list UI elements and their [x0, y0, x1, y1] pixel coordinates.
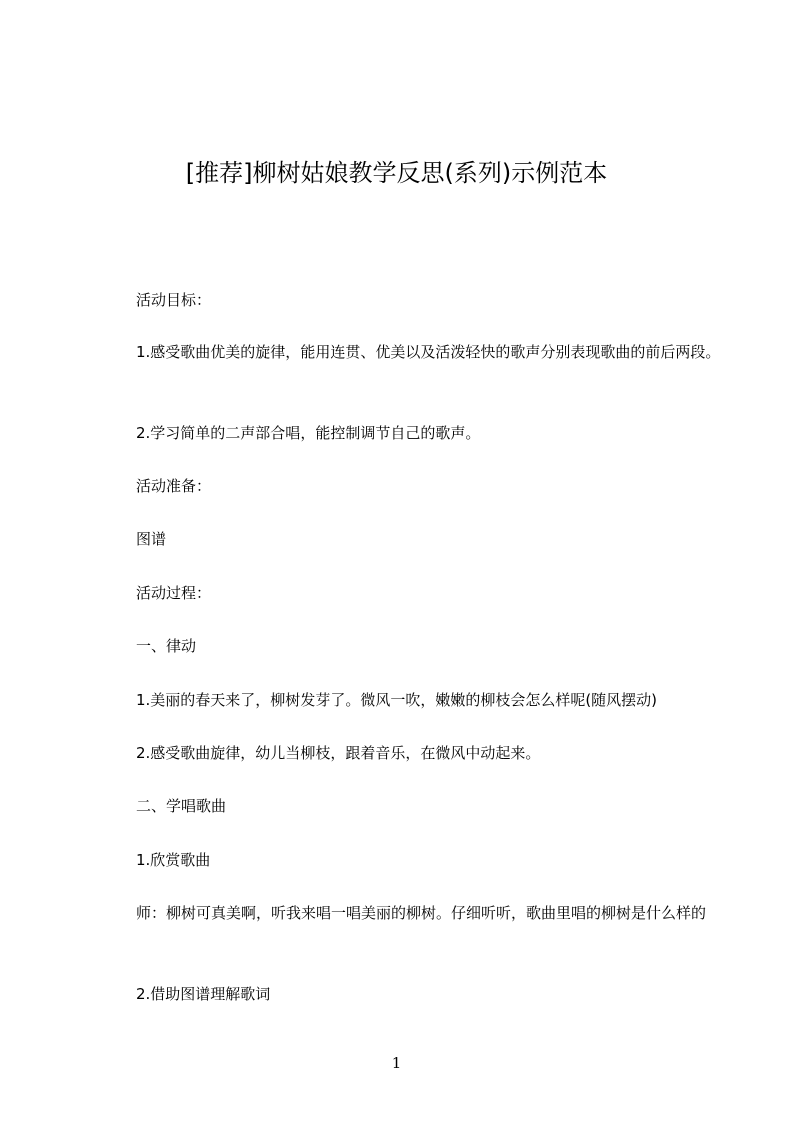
- paragraph-section-1-heading: 一、律动: [136, 637, 197, 655]
- paragraph-step-2-2: 2.借助图谱理解歌词: [136, 985, 271, 1003]
- document-title: [推荐]柳树姑娘教学反思(系列)示例范本: [185, 159, 608, 188]
- paragraph-activity-goals-heading: 活动目标：: [136, 291, 212, 309]
- paragraph-teacher-line: 师：柳树可真美啊，听我来唱一唱美丽的柳树。仔细听听，歌曲里唱的柳树是什么样的: [136, 904, 707, 922]
- paragraph-goal-1: 1.感受歌曲优美的旋律，能用连贯、优美以及活泼轻快的歌声分别表现歌曲的前后两段。: [136, 343, 721, 361]
- paragraph-preparation-heading: 活动准备：: [136, 477, 212, 495]
- paragraph-goal-2: 2.学习简单的二声部合唱，能控制调节自己的歌声。: [136, 424, 481, 442]
- paragraph-step-1-1: 1.美丽的春天来了，柳树发芽了。微风一吹，嫩嫩的柳枝会怎么样呢(随风摆动): [136, 691, 658, 709]
- paragraph-process-heading: 活动过程：: [136, 584, 212, 602]
- paragraph-step-2-1: 1.欣赏歌曲: [136, 851, 211, 869]
- page-number: 1: [391, 1054, 402, 1072]
- paragraph-section-2-heading: 二、学唱歌曲: [136, 797, 227, 815]
- paragraph-step-1-2: 2.感受歌曲旋律，幼儿当柳枝，跟着音乐，在微风中动起来。: [136, 744, 541, 762]
- paragraph-preparation-item: 图谱: [136, 530, 167, 548]
